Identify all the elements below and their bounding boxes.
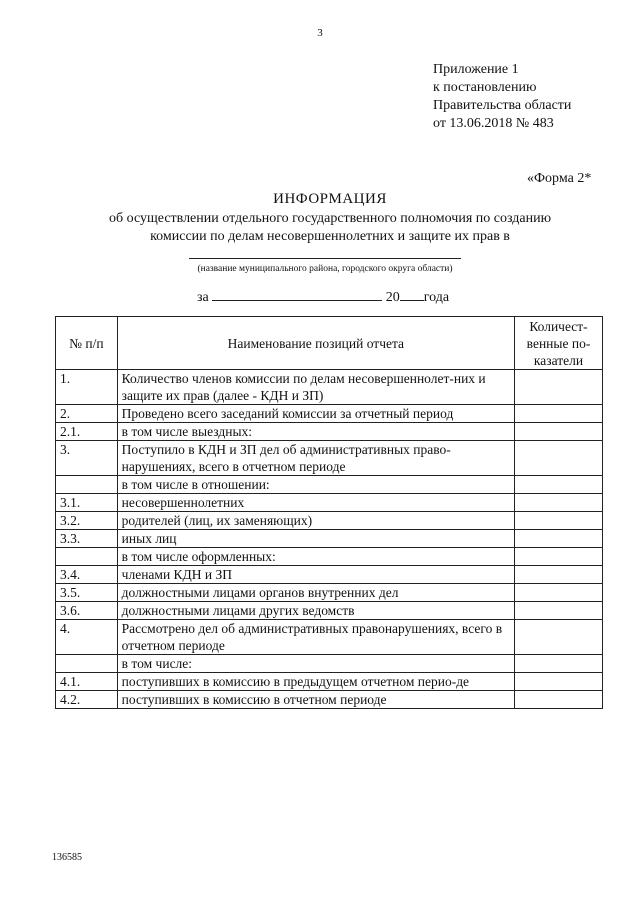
row-num: 4.2. — [56, 691, 118, 709]
table-row — [56, 655, 603, 673]
period-prefix: за — [197, 290, 209, 305]
row-num: 3.1. — [56, 494, 118, 512]
page-number: 3 — [317, 27, 323, 39]
row-value[interactable] — [515, 405, 603, 423]
report-table — [55, 316, 603, 709]
row-value[interactable] — [515, 494, 603, 512]
table-row — [56, 530, 603, 548]
table-row — [56, 494, 603, 512]
appendix-line: Приложение 1 — [433, 62, 519, 77]
row-value[interactable] — [515, 691, 603, 709]
row-num — [56, 548, 118, 566]
row-num: 4. — [56, 620, 118, 655]
row-name: Поступило в КДН и ЗП дел об административных право-нарушениях, всего в отчетном периоде — [117, 441, 514, 476]
table-row — [56, 602, 603, 620]
municipality-name-caption: (название муниципального района, городского округа области) — [197, 264, 453, 274]
appendix-line: Правительства области — [433, 98, 572, 113]
row-name: несовершеннолетних — [117, 494, 514, 512]
row-value[interactable] — [515, 584, 603, 602]
row-name: должностными лицами других ведомств — [117, 602, 514, 620]
header-name: Наименование позиций отчета — [117, 317, 514, 370]
report-period — [197, 288, 449, 306]
row-value[interactable] — [515, 673, 603, 691]
row-value[interactable] — [515, 370, 603, 405]
row-name: в том числе оформленных: — [117, 548, 514, 566]
row-num: 3.6. — [56, 602, 118, 620]
row-num: 3.4. — [56, 566, 118, 584]
table-row — [56, 512, 603, 530]
row-value[interactable] — [515, 530, 603, 548]
subtitle-line: комиссии по делам несовершеннолетних и защите их прав в — [150, 229, 510, 244]
row-name: Количество членов комиссии по делам несовершеннолет-них и защите их прав (далее - КДН и ЗП) — [117, 370, 514, 405]
row-name: Проведено всего заседаний комиссии за отчетный период — [117, 405, 514, 423]
table-row — [56, 620, 603, 655]
table-row — [56, 566, 603, 584]
row-name: должностными лицами органов внутренних дел — [117, 584, 514, 602]
row-name: иных лиц — [117, 530, 514, 548]
header-qty: Количест-венные по-казатели — [515, 317, 603, 370]
row-value[interactable] — [515, 620, 603, 655]
row-num: 3.2. — [56, 512, 118, 530]
row-num: 2. — [56, 405, 118, 423]
table-row — [56, 691, 603, 709]
row-num — [56, 655, 118, 673]
row-num: 3.5. — [56, 584, 118, 602]
row-name: поступивших в комиссию в отчетном периоде — [117, 691, 514, 709]
row-value[interactable] — [515, 476, 603, 494]
row-name: в том числе: — [117, 655, 514, 673]
row-name: членами КДН и ЗП — [117, 566, 514, 584]
row-value[interactable] — [515, 602, 603, 620]
row-num: 4.1. — [56, 673, 118, 691]
row-value[interactable] — [515, 441, 603, 476]
row-name: родителей (лиц, их заменяющих) — [117, 512, 514, 530]
period-year-prefix: 20 — [385, 290, 400, 305]
appendix-block — [433, 61, 571, 133]
period-suffix: года — [423, 290, 450, 305]
table-row — [56, 584, 603, 602]
subtitle-line: об осуществлении отдельного государственного полномочия по созданию — [108, 211, 552, 226]
table-row — [56, 370, 603, 405]
table-row — [56, 423, 603, 441]
appendix-line: от 13.06.2018 № 483 — [433, 116, 554, 131]
table-row — [56, 548, 603, 566]
table-row — [56, 673, 603, 691]
document-id: 136585 — [52, 852, 82, 863]
table-row — [56, 476, 603, 494]
row-name: в том числе выездных: — [117, 423, 514, 441]
row-name: в том числе в отношении: — [117, 476, 514, 494]
table-row — [56, 441, 603, 476]
period-blank — [212, 288, 382, 301]
row-value[interactable] — [515, 512, 603, 530]
row-num: 3.3. — [56, 530, 118, 548]
document-subtitle — [60, 210, 600, 246]
row-value[interactable] — [515, 655, 603, 673]
header-num: № п/п — [56, 317, 118, 370]
table-header-row — [56, 317, 603, 370]
row-name: поступивших в комиссию в предыдущем отчетном перио-де — [117, 673, 514, 691]
year-blank — [400, 288, 424, 301]
row-name: Рассмотрено дел об административных правонарушениях, всего в отчетном периоде — [117, 620, 514, 655]
row-num: 1. — [56, 370, 118, 405]
form-label: «Форма 2* — [527, 171, 592, 186]
row-num — [56, 476, 118, 494]
row-num: 2.1. — [56, 423, 118, 441]
municipality-name-blank — [189, 258, 461, 259]
appendix-line: к постановлению — [433, 80, 537, 95]
row-num: 3. — [56, 441, 118, 476]
row-value[interactable] — [515, 548, 603, 566]
row-value[interactable] — [515, 566, 603, 584]
table-row — [56, 405, 603, 423]
document-title: ИНФОРМАЦИЯ — [273, 191, 387, 207]
row-value[interactable] — [515, 423, 603, 441]
